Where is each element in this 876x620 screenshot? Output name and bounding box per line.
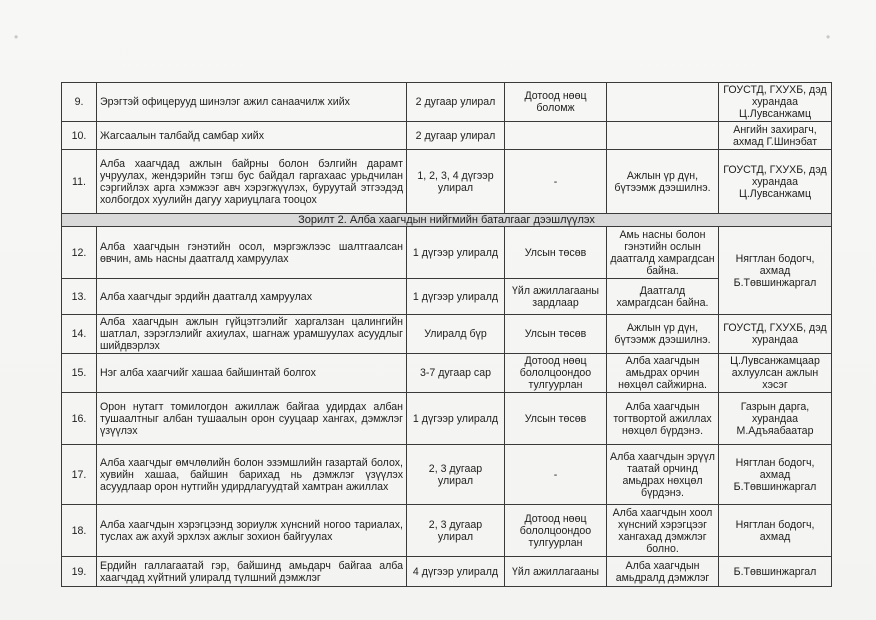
row-funding (505, 557, 607, 587)
row-responsible: Нягтлан бодогч, ахмад Б.Төвшинжаргал (719, 445, 832, 505)
row-task: Алба хаагчдыг эрдийн даатгалд хамруулах (97, 279, 407, 315)
row-outcome: Алба хаагчдын хоол хүнсний хэрэгцээг хангахад дэмжлэг болно. (607, 505, 719, 557)
row-term: 1, 2, 3, 4 дүгээр улирал (407, 150, 505, 214)
row-responsible: ГОУСТД, ГХУХБ, дэд хурандаа Ц.Лувсанжамц (719, 150, 832, 214)
table-row (62, 354, 832, 393)
scan-mark: • (826, 30, 831, 44)
table-row (62, 505, 832, 557)
row-task: Орон нутагт томилогдон ажиллаж байгаа удирдах албан тушаалтныг албан тушаалын орон сууцаар хангах, дэмжлэг үзүүлэх (97, 393, 407, 445)
row-outcome-text: Алба хаагчдын амьдралд дэмжлэг (615, 559, 710, 584)
row-number: 9. (62, 83, 97, 122)
row-term: 2, 3 дугаар улирал (407, 505, 505, 557)
row-outcome: Алба хаагчдын эрүүл таатай орчинд амьдрах нөхцөл бүрдэнэ. (607, 445, 719, 505)
row-outcome (607, 83, 719, 122)
row-outcome: Алба хаагчдын тогтвортой ажиллах нөхцөл бүрдэнэ. (607, 393, 719, 445)
row-outcome-text: Амь насны болон гэнэтийн ослын даатгалд хамрагдсан байна. (610, 228, 715, 277)
row-number: 18. (62, 505, 97, 557)
row-task: Нэг алба хаагчийг хашаа байшинтай болгох (97, 354, 407, 393)
row-funding: - (505, 445, 607, 505)
row-number: 12. (62, 227, 97, 279)
row-funding: Дотоод нөөц бололцоондоо тулгуурлан (505, 505, 607, 557)
row-term: 2 дугаар улирал (407, 83, 505, 122)
row-task: Эрэгтэй офицерууд шинэлэг ажил санаачилж хийх (97, 83, 407, 122)
row-term: 2, 3 дугаар улирал (407, 445, 505, 505)
row-term: 2 дугаар улирал (407, 122, 505, 150)
row-task: Жагсаалын талбайд самбар хийх (97, 122, 407, 150)
row-task: Алба хаагчдад ажлын байрны болон бэлгийн дарамт учруулах, жендэрийн тэгш бус байдал гаргахаас урьдчилан сэргийлэх арга хэмжээг авч хэрэгжүүлэх, буруутай этгээдэд холбогдох хуулийн дагуу хариуцлага тооцох (97, 150, 407, 214)
row-task: Алба хаагчдын ажлын гүйцэтгэлийг харгалзан цалингийн шатлал, зэрэглэлийг ахиулах, шагнаж урамшуулах асуудлыг шийдвэрлэх (97, 315, 407, 354)
row-funding: Дотоод нөөц боломж (505, 83, 607, 122)
row-funding: Улсын төсөв (505, 227, 607, 279)
row-number: 16. (62, 393, 97, 445)
row-number: 13. (62, 279, 97, 315)
row-term: 4 дүгээр улиралд (407, 557, 505, 587)
table-row (62, 227, 832, 279)
row-outcome: Даатгалд хамрагдсан байна. (607, 279, 719, 315)
row-responsible: ГОУСТД, ГХУХБ, дэд хурандаа (719, 315, 832, 354)
row-task: Алба хаагчдыг өмчлөлийн болон эзэмшлийн газартай болох, хувийн хашаа, байшин барихад нь дэмжлэг үзүүлэх асуудлаар орон нутгийн удирдлагуудтай хамтран ажиллах (97, 445, 407, 505)
row-outcome: Ажлын үр дүн, бүтээмж дээшилнэ. (607, 150, 719, 214)
row-number: 10. (62, 122, 97, 150)
row-responsible: Нягтлан бодогч, ахмад (719, 505, 832, 557)
row-responsible: Газрын дарга, хурандаа М.Адъяабаатар (719, 393, 832, 445)
table-row (62, 83, 832, 122)
table-row (62, 150, 832, 214)
row-funding (505, 122, 607, 150)
row-outcome (607, 122, 719, 150)
section-row (62, 214, 832, 227)
table-row (62, 279, 832, 315)
table-row (62, 393, 832, 445)
row-funding: Үйл ажиллагааны зардлаар (505, 279, 607, 315)
row-term: 1 дүгээр улиралд (407, 227, 505, 279)
row-funding: Улсын төсөв (505, 393, 607, 445)
action-plan-table (61, 82, 832, 587)
row-outcome: Алба хаагчдын амьдрах орчин нөхцөл сайжирна. (607, 354, 719, 393)
row-term: Улиралд бүр (407, 315, 505, 354)
table-row (62, 445, 832, 505)
row-responsible: Ангийн захирагч, ахмад Г.Шинэбат (719, 122, 832, 150)
row-number: 15. (62, 354, 97, 393)
row-outcome (607, 227, 719, 279)
row-task: Алба хаагчдын хэрэгцээнд зориулж хүнсний ногоо тариалах, туслах аж ахуй эрхлэх ажлыг зохион байгуулах (97, 505, 407, 557)
table-row (62, 557, 832, 587)
row-task (97, 557, 407, 587)
row-responsible: Нягтлан бодогч, ахмад Б.Төвшинжаргал (719, 227, 832, 315)
row-funding: - (505, 150, 607, 214)
row-number: 14. (62, 315, 97, 354)
section-title: Зорилт 2. Алба хаагчдын нийгмийн баталгааг дээшлүүлэх (62, 214, 832, 227)
scan-mark: • (14, 30, 19, 44)
row-term: 1 дүгээр улиралд (407, 393, 505, 445)
row-number: 19. (62, 557, 97, 587)
row-term: 1 дүгээр улиралд (407, 279, 505, 315)
row-outcome: Ажлын үр дүн, бүтээмж дээшилнэ. (607, 315, 719, 354)
row-outcome (607, 557, 719, 587)
row-responsible: Ц.Лувсанжамцаар ахлуулсан ажлын хэсэг (719, 354, 832, 393)
row-responsible: Б.Төвшинжаргал (719, 557, 832, 587)
row-funding-text: Үйл ажиллагааны (512, 565, 599, 578)
row-term: 3-7 дугаар сар (407, 354, 505, 393)
table-row (62, 122, 832, 150)
row-task-text: Ердийн галлагаатай гэр, байшинд амьдарч байгаа алба хаагчдад хүйтний улиралд түлшний дэмжлэг (100, 559, 403, 584)
row-responsible: ГОУСТД, ГХУХБ, дэд хурандаа Ц.Лувсанжамц (719, 83, 832, 122)
row-number: 17. (62, 445, 97, 505)
row-funding: Дотоод нөөц бололцоондоо тулгуурлан (505, 354, 607, 393)
table-row (62, 315, 832, 354)
row-task: Алба хаагчдын гэнэтийн осол, мэргэжлээс шалтгаалсан өвчин, амь насны даатгалд хамруулах (97, 227, 407, 279)
row-funding: Улсын төсөв (505, 315, 607, 354)
row-number: 11. (62, 150, 97, 214)
